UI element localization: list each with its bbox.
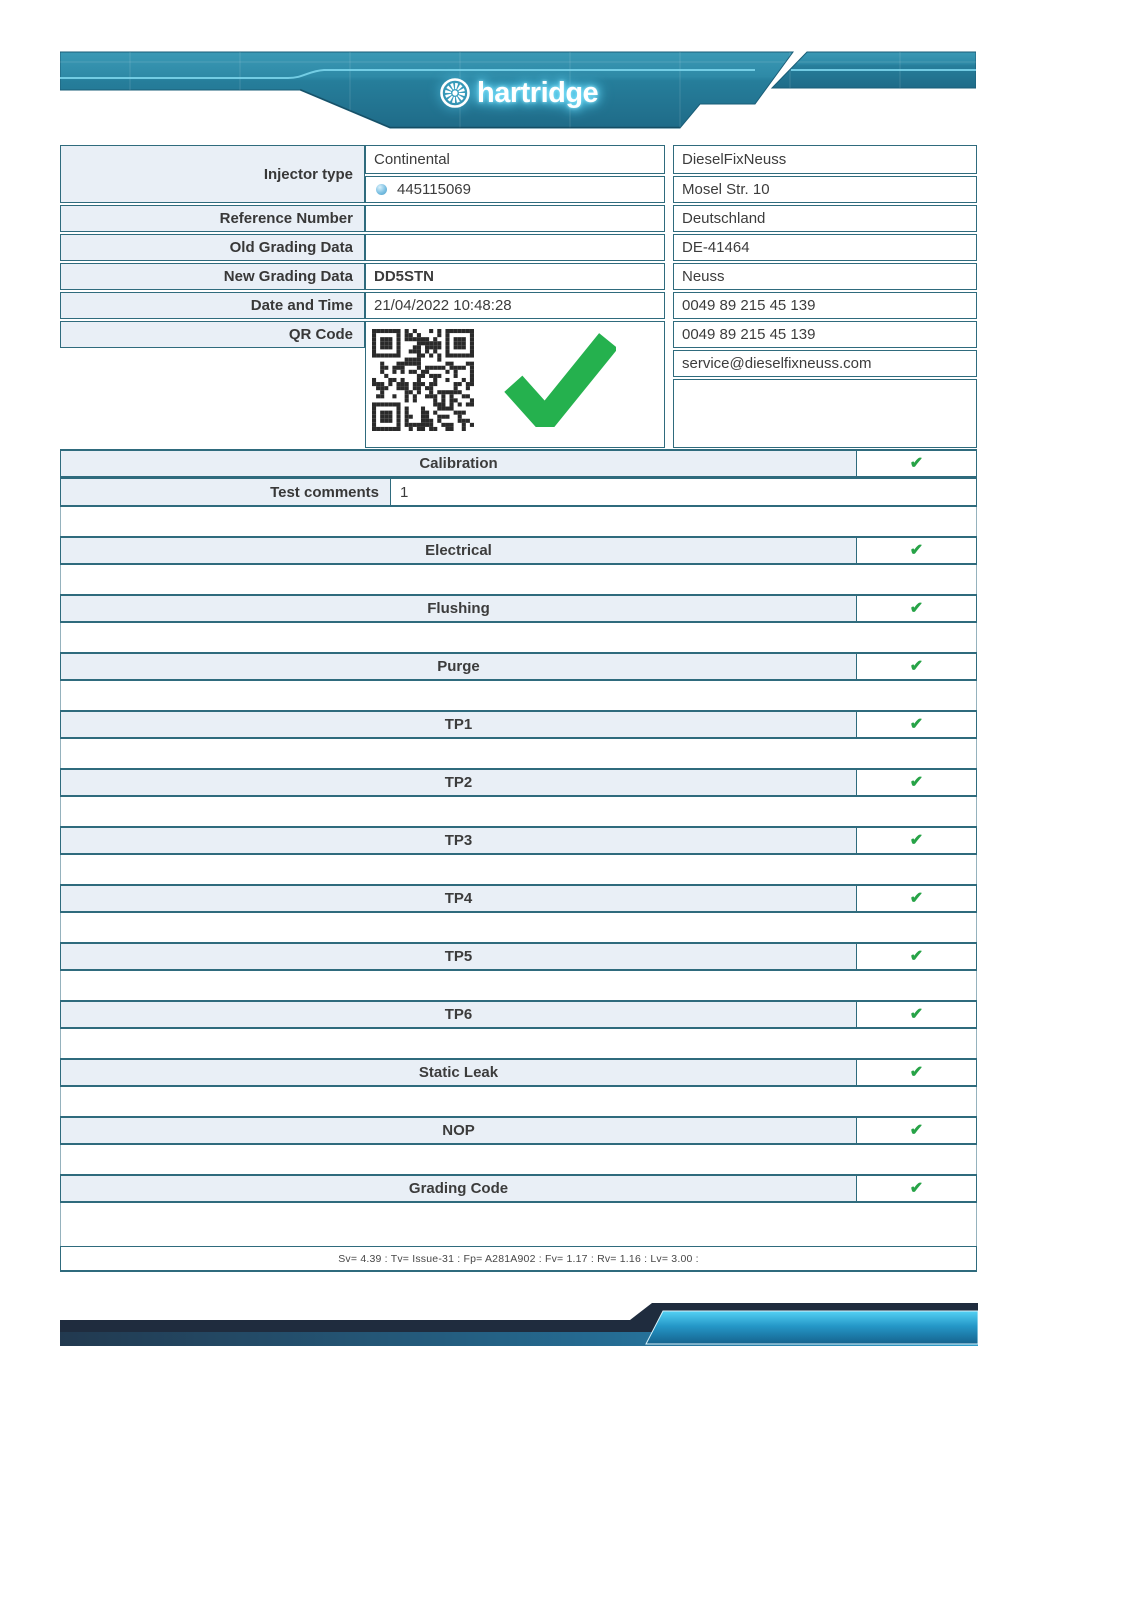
spacer-row xyxy=(60,1203,977,1246)
contact-empty-cell xyxy=(673,379,977,448)
test-section-label: TP2 xyxy=(444,774,473,791)
test-section-row xyxy=(60,594,977,623)
check-cell xyxy=(856,654,976,679)
check-cell xyxy=(856,596,976,621)
test-section-label: Static Leak xyxy=(418,1064,499,1081)
test-section-row xyxy=(60,1174,977,1203)
check-cell xyxy=(856,770,976,795)
check-icon: ✔ xyxy=(909,715,924,733)
contact-postcode: DE-41464 xyxy=(673,234,977,261)
test-results-table xyxy=(60,449,977,1272)
test-section-label: Flushing xyxy=(427,600,490,617)
spacer-row xyxy=(60,971,977,1000)
blue-dot-icon xyxy=(376,184,387,195)
check-cell xyxy=(856,538,976,563)
contact-phone-2: 0049 89 215 45 139 xyxy=(673,321,977,348)
test-section-label: Calibration xyxy=(419,455,498,472)
test-section-row-calibration xyxy=(60,449,977,478)
check-icon: ✔ xyxy=(909,599,924,617)
test-section-row xyxy=(60,652,977,681)
test-section-label: TP3 xyxy=(444,832,473,849)
check-icon: ✔ xyxy=(909,947,924,965)
test-section-label: TP5 xyxy=(444,948,473,965)
check-cell xyxy=(856,1118,976,1143)
spacer-row xyxy=(60,855,977,884)
test-section-row xyxy=(60,942,977,971)
logo-text: hartridge xyxy=(477,76,599,109)
injector-info-table xyxy=(60,145,977,448)
qr-code-cell xyxy=(365,321,665,448)
contact-email: service@dieselfixneuss.com xyxy=(673,350,977,377)
contact-phone-1: 0049 89 215 45 139 xyxy=(673,292,977,319)
test-comments-label: Test comments xyxy=(61,479,391,505)
spacer-row xyxy=(60,913,977,942)
test-section-label: TP4 xyxy=(444,890,473,907)
test-section-row xyxy=(60,1058,977,1087)
spacer-row xyxy=(60,507,977,536)
qr-code-image xyxy=(372,329,474,431)
check-icon: ✔ xyxy=(909,773,924,791)
check-icon: ✔ xyxy=(909,1005,924,1023)
check-cell xyxy=(856,1002,976,1027)
test-section-row xyxy=(60,536,977,565)
value-new-grading: DD5STN xyxy=(365,263,665,290)
contact-city: Neuss xyxy=(673,263,977,290)
footer-blue-block xyxy=(646,1311,978,1344)
check-icon: ✔ xyxy=(909,831,924,849)
test-section-label: Electrical xyxy=(425,542,492,559)
test-section-row xyxy=(60,826,977,855)
contact-company: DieselFixNeuss xyxy=(673,145,977,174)
contact-street: Mosel Str. 10 xyxy=(673,176,977,203)
check-icon: ✔ xyxy=(909,1063,924,1081)
check-cell xyxy=(856,712,976,737)
test-section-label: NOP xyxy=(442,1122,475,1139)
spacer-row xyxy=(60,739,977,768)
label-old-grading-data: Old Grading Data xyxy=(60,234,365,261)
test-comments-value: 1 xyxy=(400,483,409,501)
hartridge-logo xyxy=(438,76,598,110)
spacer-row xyxy=(60,1029,977,1058)
spacer-row xyxy=(60,681,977,710)
label-reference-number: Reference Number xyxy=(60,205,365,232)
contact-country: Deutschland xyxy=(673,205,977,232)
test-comments-row xyxy=(60,478,977,507)
check-icon: ✔ xyxy=(909,657,924,675)
test-section-label: Grading Code xyxy=(408,1180,509,1197)
spacer-row xyxy=(60,623,977,652)
value-reference-number-empty xyxy=(365,205,665,232)
label-new-grading-data: New Grading Data xyxy=(60,263,365,290)
check-icon: ✔ xyxy=(909,889,924,907)
check-cell xyxy=(856,944,976,969)
wheel-icon xyxy=(438,76,472,110)
label-injector-type: Injector type xyxy=(60,145,365,203)
value-injector-make: Continental xyxy=(365,145,665,174)
big-check-icon xyxy=(504,333,616,427)
test-section-label: Purge xyxy=(437,658,480,675)
spacer-row xyxy=(60,797,977,826)
check-icon: ✔ xyxy=(909,454,924,472)
check-icon: ✔ xyxy=(909,541,924,559)
check-cell xyxy=(856,886,976,911)
value-date-time: 21/04/2022 10:48:28 xyxy=(365,292,665,319)
check-cell xyxy=(856,451,976,476)
label-date-and-time: Date and Time xyxy=(60,292,365,319)
check-icon: ✔ xyxy=(909,1121,924,1139)
check-cell xyxy=(856,828,976,853)
version-info-row: Sv= 4.39 : Tv= Issue-31 : Fp= A281A902 : Fv= 1.17 : Rv= 1.16 : Lv= 3.00 : xyxy=(60,1246,977,1272)
value-old-grading-empty xyxy=(365,234,665,261)
spacer-row xyxy=(60,1145,977,1174)
footer-banner xyxy=(60,1300,978,1348)
spacer-row xyxy=(60,565,977,594)
spacer-row xyxy=(60,1087,977,1116)
test-section-label: TP1 xyxy=(444,716,473,733)
test-section-label: TP6 xyxy=(444,1006,473,1023)
test-section-row xyxy=(60,710,977,739)
test-section-row xyxy=(60,1116,977,1145)
check-cell xyxy=(856,1060,976,1085)
check-icon: ✔ xyxy=(909,1179,924,1197)
test-section-row xyxy=(60,884,977,913)
test-section-row xyxy=(60,768,977,797)
check-cell xyxy=(856,1176,976,1201)
test-section-row xyxy=(60,1000,977,1029)
value-injector-serial: 445115069 xyxy=(365,176,665,203)
label-qr-code: QR Code xyxy=(60,321,365,348)
